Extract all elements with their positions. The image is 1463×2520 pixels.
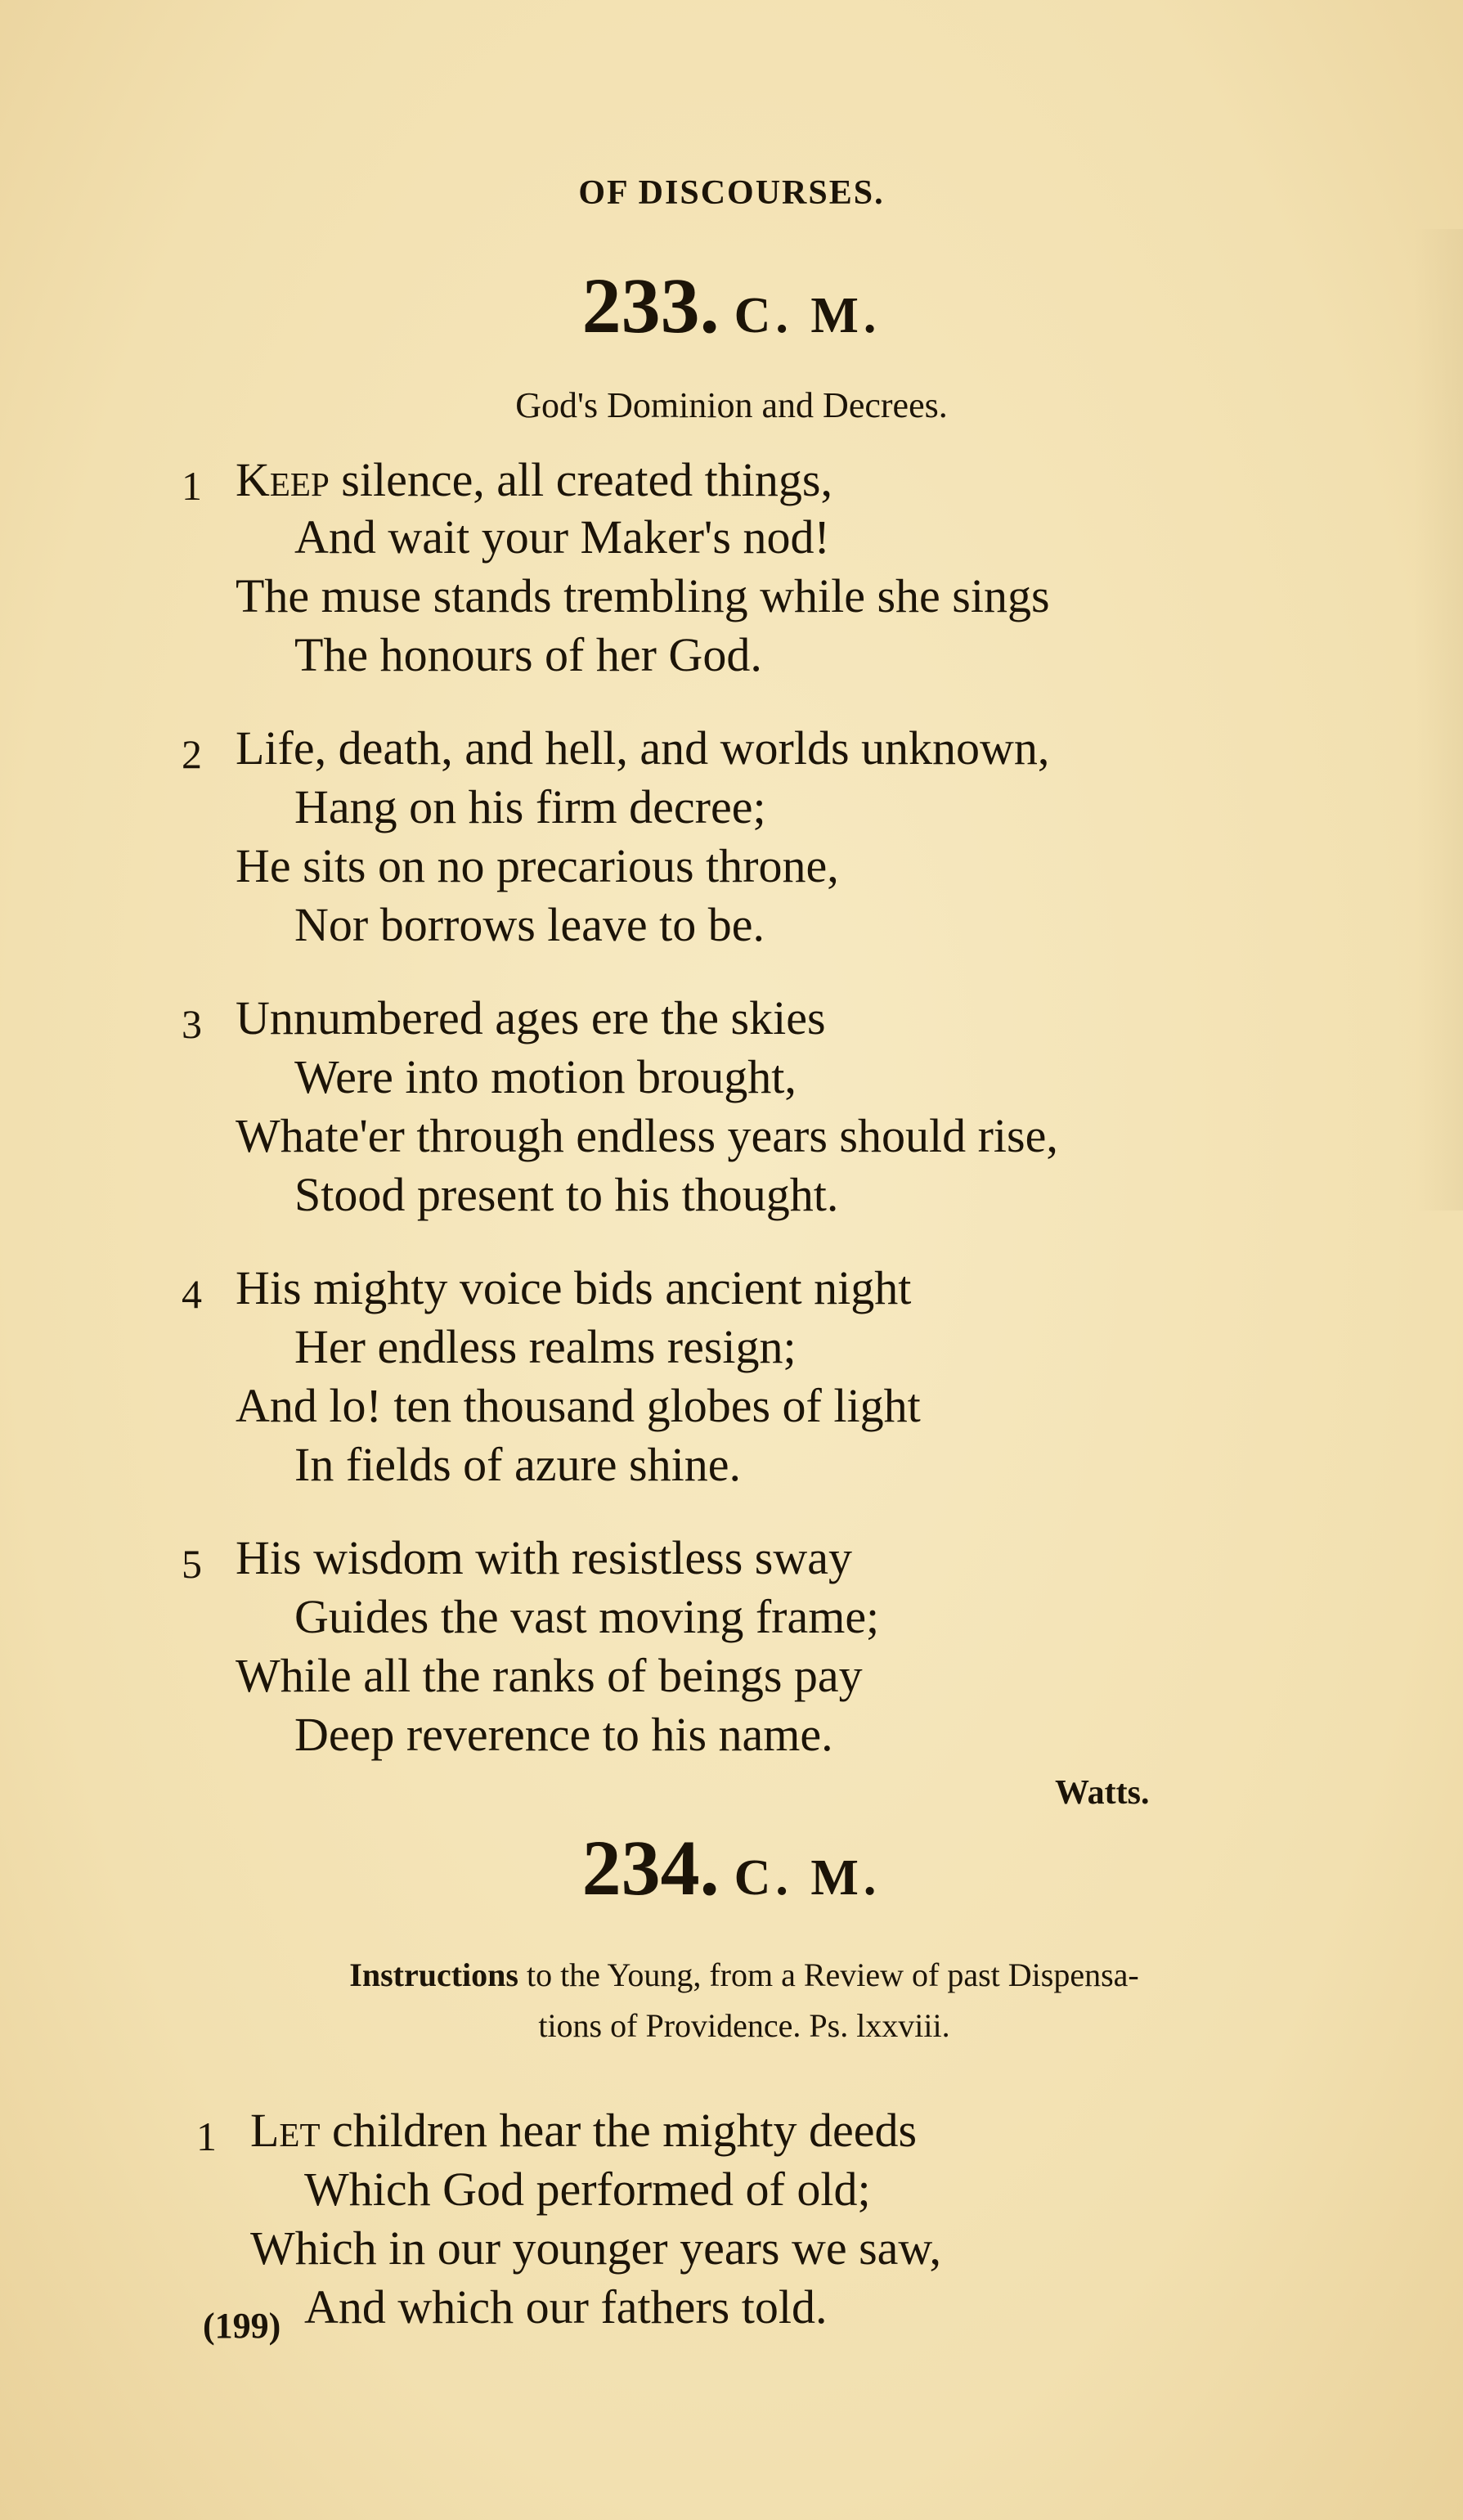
page-number: (199) bbox=[203, 2306, 281, 2346]
page-edge-shadow bbox=[1414, 229, 1463, 1211]
first-word: Keep bbox=[236, 453, 330, 506]
running-head: OF DISCOURSES. bbox=[578, 174, 885, 212]
verse-line: Keep silence, all created things, bbox=[236, 453, 832, 506]
stanza-number: 3 bbox=[182, 1001, 202, 1047]
stanza-number: 2 bbox=[182, 731, 202, 777]
hymn-meter: C. M. bbox=[734, 1850, 882, 1906]
verse-line: His mighty voice bids ancient night bbox=[236, 1261, 912, 1314]
hymn-234-subtitle bbox=[164, 1950, 1325, 2051]
verse-line: Which God performed of old; bbox=[304, 2163, 871, 2216]
hymn-233-subtitle: God's Dominion and Decrees. bbox=[515, 385, 948, 425]
verse-line: Stood present to his thought. bbox=[294, 1168, 839, 1221]
verse-line: In fields of azure shine. bbox=[294, 1438, 741, 1491]
verse-line: Life, death, and hell, and worlds unknown, bbox=[236, 721, 1050, 775]
hymn-234-heading bbox=[0, 1822, 1463, 1913]
verse-line: Hang on his firm decree; bbox=[294, 780, 766, 833]
stanza-number: 1 bbox=[182, 463, 202, 509]
verse-line: The muse stands trembling while she sings bbox=[236, 569, 1050, 622]
stanza-number: 5 bbox=[182, 1541, 202, 1587]
subtitle-line: Instructions to the Young, from a Review of past Dispensa- bbox=[349, 1956, 1139, 1993]
stanza-number: 1 bbox=[196, 2113, 217, 2159]
verse-line: Her endless realms resign; bbox=[294, 1320, 797, 1373]
verse-line: Guides the vast moving frame; bbox=[294, 1590, 880, 1643]
hymn-number: 233. bbox=[581, 262, 720, 349]
verse-line: Deep reverence to his name. bbox=[294, 1708, 833, 1761]
verse-line: And lo! ten thousand globes of light bbox=[236, 1379, 921, 1432]
verse-line: And wait your Maker's nod! bbox=[294, 510, 830, 564]
verse-line: Which in our younger years we saw, bbox=[250, 2221, 942, 2275]
verse-line: Were into motion brought, bbox=[294, 1050, 797, 1103]
subtitle-line: tions of Providence. Ps. lxxviii. bbox=[538, 2007, 950, 2044]
verse-line: Unnumbered ages ere the skies bbox=[236, 991, 826, 1044]
attribution: Watts. bbox=[1055, 1774, 1150, 1812]
hymn-number: 234. bbox=[581, 1824, 720, 1911]
first-word: Let bbox=[250, 2104, 321, 2157]
hymn-233-heading bbox=[0, 260, 1463, 351]
verse-line: Let children hear the mighty deeds bbox=[250, 2104, 918, 2157]
hymn-meter: C. M. bbox=[734, 288, 882, 344]
verse-line: The honours of her God. bbox=[294, 628, 762, 681]
stanza-number: 4 bbox=[182, 1271, 202, 1317]
verse-line: His wisdom with resistless sway bbox=[236, 1531, 852, 1584]
verse-line: And which our fathers told. bbox=[304, 2280, 828, 2334]
verse-line: While all the ranks of beings pay bbox=[236, 1649, 863, 1702]
verse-line: Whate'er through endless years should rise, bbox=[236, 1109, 1058, 1162]
verse-line: Nor borrows leave to be. bbox=[294, 898, 765, 951]
verse-line: He sits on no precarious throne, bbox=[236, 839, 839, 892]
